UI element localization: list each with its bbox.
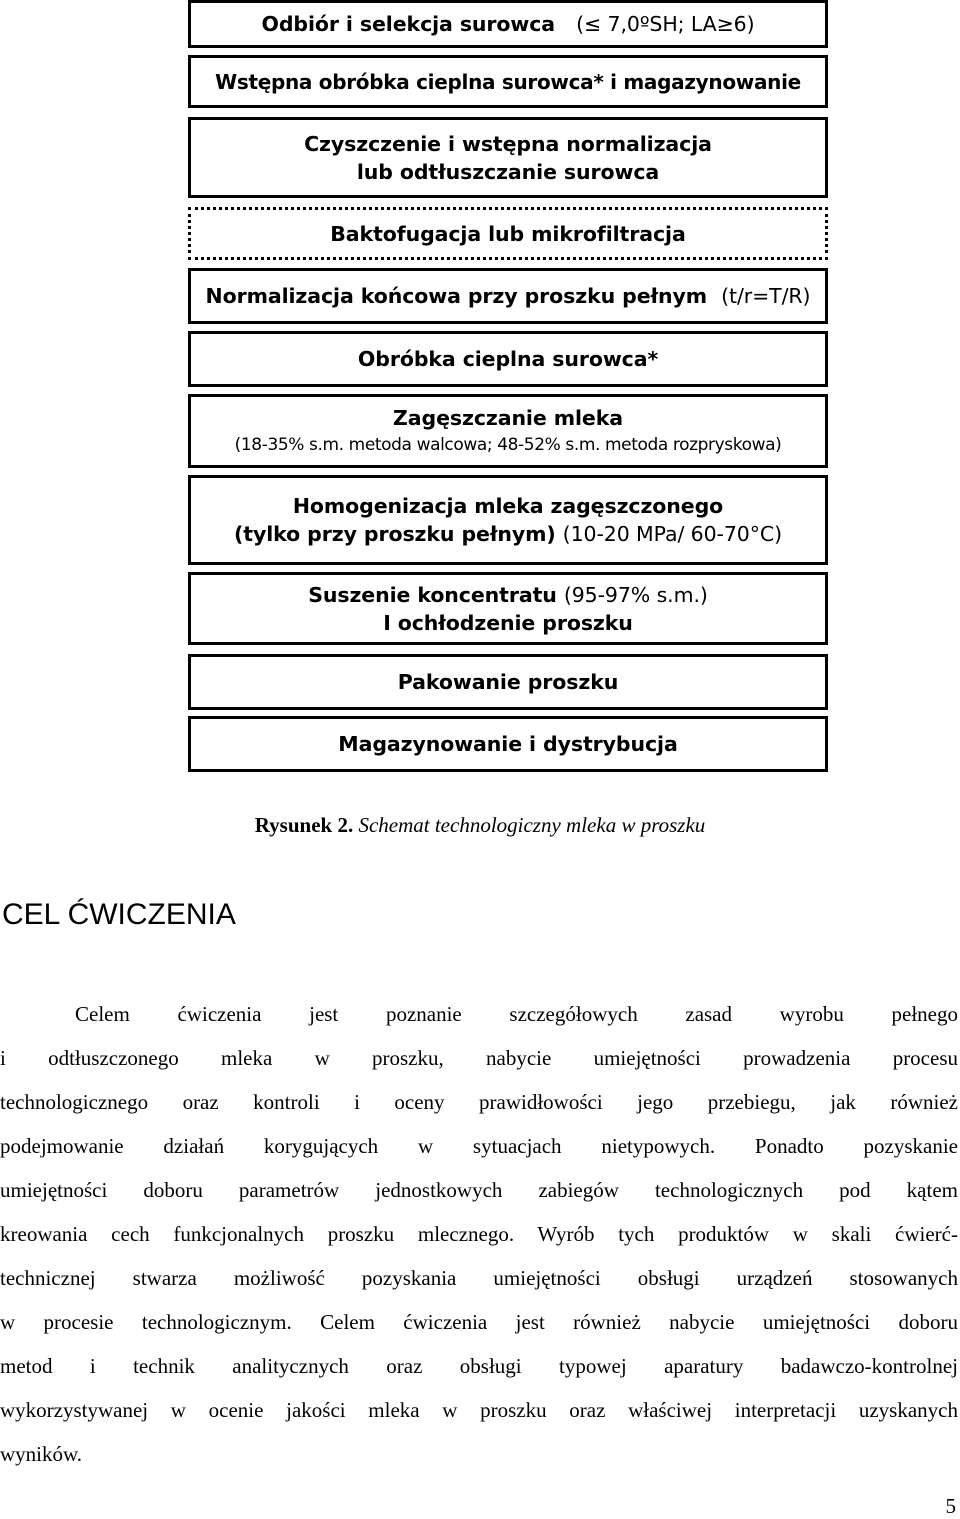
paragraph-line: w procesie technologicznym. Celem ćwiczenia jest również nabycie umiejętności doboru	[0, 1310, 958, 1334]
step-concentration-line2: (18-35% s.m. metoda walcowa; 48-52% s.m. metoda rozpryskowa)	[234, 435, 782, 455]
step-packaging-label: Pakowanie proszku	[397, 670, 619, 694]
paragraph-line: metod i technik analitycznych oraz obsługi typowej aparatury badawczo-kontrolnej	[0, 1354, 958, 1378]
page-number: 5	[945, 1494, 956, 1518]
figure-caption	[0, 810, 960, 840]
step-drying-line2: I ochłodzenie proszku	[383, 610, 633, 635]
paragraph-line: technologicznego oraz kontroli i oceny prawidłowości jego przebiegu, jak również	[0, 1090, 958, 1114]
step-homogenization-condition: (tylko przy proszku pełnym)	[234, 522, 556, 546]
flow-step-storage-distribution	[188, 716, 828, 772]
flow-step-homogenization	[188, 475, 828, 565]
paragraph-line: wykorzystywanej w ocenie jakości mleka w proszku oraz właściwej interpretacji uzyskanych	[0, 1398, 958, 1422]
caption-text: Schemat technologiczny mleka w proszku	[358, 813, 706, 837]
flow-step-cleaning	[188, 117, 828, 198]
step-cleaning-line2: lub odtłuszczanie surowca	[356, 159, 660, 184]
paragraph-line: umiejętności doboru parametrów jednostkowych zabiegów technologicznych pod kątem	[0, 1178, 958, 1202]
flow-step-reception	[188, 0, 828, 48]
flow-step-heat-treatment	[188, 331, 828, 387]
step-drying-label: Suszenie koncentratu	[308, 582, 557, 607]
flow-step-final-normalization	[188, 268, 828, 324]
paragraph-line: kreowania cech funkcjonalnych proszku mlecznego. Wyrób tych produktów w skali ćwierć-	[0, 1222, 958, 1246]
step-preheat-label: Wstępna obróbka cieplna surowca* i magazynowanie	[215, 69, 801, 94]
paragraph-line: wyników.	[0, 1442, 83, 1466]
flow-step-packaging	[188, 654, 828, 710]
step-normalization-label: Normalizacja końcowa przy proszku pełnym	[205, 284, 708, 308]
step-reception-params: (≤ 7,0ºSH; LA≥6)	[576, 12, 755, 36]
flow-step-bactofugation	[188, 207, 828, 260]
step-drying-params: (95-97% s.m.)	[563, 582, 708, 607]
step-normalization-params: (t/r=T/R)	[721, 284, 811, 308]
step-homogenization-line1: Homogenizacja mleka zagęszczonego	[292, 494, 724, 518]
paragraph-line: technicznej stwarza możliwość pozyskania umiejętności obsługi urządzeń stosowanych	[0, 1266, 958, 1290]
step-concentration-line1: Zagęszczanie mleka	[393, 406, 623, 430]
section-heading: CEL ĆWICZENIA	[2, 898, 236, 931]
paragraph-line: Celem ćwiczenia jest poznanie szczegółowych zasad wyrobu pełnego	[75, 1002, 958, 1026]
paragraph-line: i odtłuszczonego mleka w proszku, nabycie umiejętności prowadzenia procesu	[0, 1046, 958, 1070]
step-homogenization-params: (10-20 MPa/ 60-70°C)	[562, 522, 782, 546]
step-reception-label: Odbiór i selekcja surowca	[261, 12, 556, 36]
body-paragraph	[0, 992, 958, 1476]
paragraph-line: podejmowanie działań korygujących w sytuacjach nietypowych. Ponadto pozyskanie	[0, 1134, 958, 1158]
step-bactofugation-label: Baktofugacja lub mikrofiltracja	[330, 221, 686, 246]
caption-label: Rysunek 2.	[254, 813, 354, 837]
flow-step-drying	[188, 572, 828, 645]
step-cleaning-line1: Czyszczenie i wstępna normalizacja	[304, 131, 712, 156]
step-storage-label: Magazynowanie i dystrybucja	[338, 732, 678, 756]
flow-step-preheat-storage	[188, 55, 828, 108]
step-heat-treatment-label: Obróbka cieplna surowca*	[357, 347, 659, 371]
flow-step-concentration	[188, 394, 828, 468]
